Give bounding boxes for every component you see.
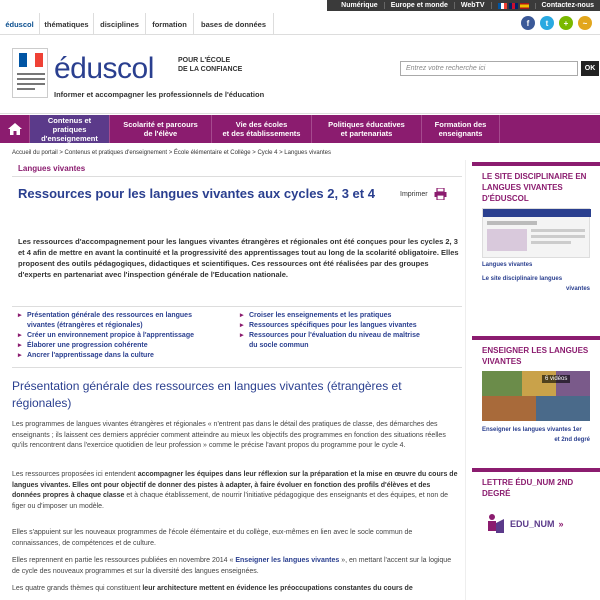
twitter-icon[interactable]: t <box>540 16 554 30</box>
site-thumbnail[interactable] <box>482 208 590 258</box>
edunum-figure-icon <box>486 513 506 535</box>
table-of-contents <box>12 306 462 368</box>
toc-item-specifiques[interactable]: ▸ Ressources spécifiques pour les langues vivantes <box>240 321 420 331</box>
menu-contenus-pratiques[interactable]: Contenus et pratiques d'enseignement <box>30 115 110 143</box>
breadcrumb[interactable]: Accueil du portail > Contenus et pratiques d'enseignement > École élémentaire et Collège > Cycle 4 > Langues vivantes <box>12 150 332 156</box>
tab-disciplines[interactable]: disciplines <box>94 13 146 35</box>
sidebar-title: LETTRE ÉDU_NUM 2ND DEGRÉ <box>482 478 574 498</box>
social-links <box>521 16 592 30</box>
toc-item-croiser[interactable]: ▸ Croiser les enseignements et les pratiques <box>240 311 420 321</box>
english-flag-icon[interactable] <box>509 3 518 9</box>
video-count-badge: 6 vidéos <box>542 375 570 383</box>
print-button[interactable] <box>400 188 447 200</box>
sidebar-enseigner-lv <box>472 336 600 464</box>
sidebar-caption: Langues vivantes <box>482 262 533 268</box>
menu-formation-enseignants[interactable]: Formation des enseignants <box>422 115 500 143</box>
sidebar-title: ENSEIGNER LES LANGUES VIVANTES <box>482 346 589 366</box>
paragraph-3: Elles s'appuient sur les nouveaux programmes de l'école élémentaire et du collège, eux-mêmes en lien avec le socle commun de connaissances, de compétences et de culture. <box>12 529 413 547</box>
paragraph-1: Les programmes de langues vivantes étrangères et régionales « n'entrent pas dans le détail des pratiques de classe, des démarches des enseignants ; ils laissent ces derniers apprécier comment atteindre au mieux les objectifs des programmes en fonction des situations réelles qu'ils rencontrent dans l'exercice quotidien de leur profession » comme le précise l'avant propos du programme pour le cycle 4. <box>12 421 446 449</box>
paragraph-4: Elles reprennent en partie les ressources publiées en novembre 2014 « Enseigner les langues vivantes », en mettant l'accent sur la logique de cycle des nouveaux programmes et sur la diversité des langues enseignées. <box>12 557 452 575</box>
toc-item-environnement[interactable]: ▸ Créer un environnement propice à l'apprentissage <box>18 331 194 341</box>
tab-eduscol[interactable]: éduscol <box>0 13 40 35</box>
rss-icon[interactable]: ~ <box>578 16 592 30</box>
intro-paragraph: Les ressources d'accompagnement pour les langues vivantes étrangères et régionales ont été conçues pour les cycles 2, 3 et 4 afin de mettre en avant la continuité et la progressivité des apprentissages tout au long de la scolarité obligatoire. Elles proposent des outils pédagogiques, didactiques et scientifiques. Ces ressources ont été réalisées par des groupes d'experts en partenariat avec l'inspection générale de l'Education nationale. <box>18 237 459 279</box>
home-icon[interactable] <box>0 115 30 143</box>
sidebar-lettre-edunum <box>472 468 600 600</box>
utility-bar <box>0 0 600 11</box>
french-flag-icon[interactable] <box>498 3 507 9</box>
printer-icon <box>434 188 447 200</box>
utility-link-webtv[interactable]: WebTV <box>455 2 492 9</box>
menu-scolarite-parcours[interactable]: Scolarité et parcours de l'élève <box>110 115 212 143</box>
enseigner-lv-link[interactable]: Enseigner les langues vivantes <box>235 557 340 564</box>
utility-link-contact[interactable]: Contactez-nous <box>541 2 594 9</box>
enseigner-lv-sidebar-link[interactable]: Enseigner les langues vivantes 1er et 2nd degré <box>482 427 590 443</box>
spanish-flag-icon[interactable] <box>520 3 529 9</box>
site-tagline: Informer et accompagner les professionnels de l'éducation <box>54 90 265 99</box>
utility-links <box>327 0 600 11</box>
tab-thematiques[interactable]: thématiques <box>40 13 94 35</box>
tab-bases-de-donnees[interactable]: bases de données <box>194 13 274 35</box>
portal-tabs <box>0 13 600 35</box>
sidebar-site-disciplinaire <box>472 162 600 332</box>
utility-link-numerique[interactable]: Numérique <box>335 2 385 9</box>
toc-item-culture[interactable]: ▸ Ancrer l'apprentissage dans la culture <box>18 351 194 361</box>
republique-francaise-logo[interactable] <box>12 48 48 98</box>
paragraph-5: Les quatre grands thèmes qui constituent leur architecture mettent en évidence les préoccupations constantes du cours de <box>12 585 413 592</box>
page-title: Ressources pour les langues vivantes aux cycles 2, 3 et 4 <box>18 186 375 201</box>
utility-link-europe[interactable]: Europe et monde <box>385 2 455 9</box>
divider <box>12 176 462 177</box>
eduscol-logo[interactable]: éduscol <box>54 52 154 85</box>
toc-item-evaluation-cont[interactable]: du socle commun <box>249 342 309 349</box>
toc-item-presentation-cont[interactable]: vivantes (étrangères et régionales) <box>27 322 143 329</box>
facebook-icon[interactable]: f <box>521 16 535 30</box>
paragraph-2: Les ressources proposées ici entendent accompagner les équipes dans leur réflexion sur la préparation et la mise en œuvre du cours de langues vivantes. Elles ont pour objectif de donner des pistes à adapter, à faire évoluer en fonction des profils d'élèves et des données propres à chaque classe et à chaque établissement, de nourrir l'initiative pédagogique des enseignants et des équipes, et non de figer ou d'imposer un modèle. <box>12 471 458 510</box>
plus-icon[interactable]: + <box>559 16 573 30</box>
menu-vie-ecoles[interactable]: Vie des écoles et des établissements <box>212 115 312 143</box>
language-flags <box>492 3 536 9</box>
video-thumbnail[interactable] <box>482 371 590 421</box>
print-label: Imprimer <box>400 190 428 198</box>
section-heading: Présentation générale des ressources en langues vivantes (étrangères et régionales) <box>12 379 402 410</box>
sidebar-title: LE SITE DISCIPLINAIRE EN LANGUES VIVANTES D'ÉDUSCOL <box>482 172 587 203</box>
toc-item-presentation[interactable]: ▸ Présentation générale des ressources en langues <box>18 311 194 321</box>
main-menu <box>0 115 600 143</box>
search-input[interactable]: Entrez votre recherche ici <box>400 61 578 76</box>
edunum-logo[interactable]: EDU_NUM » <box>486 513 586 535</box>
column-divider <box>465 160 466 600</box>
tab-formation[interactable]: formation <box>146 13 194 35</box>
toc-item-evaluation[interactable]: ▸ Ressources pour l'évaluation du niveau de maîtrise <box>240 331 420 341</box>
toc-item-progression[interactable]: ▸ Élaborer une progression cohérente <box>18 341 194 351</box>
site-header <box>0 36 600 114</box>
section-tag[interactable]: Langues vivantes <box>18 164 86 173</box>
site-disciplinaire-link[interactable]: Le site disciplinaire langues vivantes <box>482 276 590 292</box>
logo-subtitle: POUR L'ÉCOLE DE LA CONFIANCE <box>178 57 243 73</box>
menu-politiques-educatives[interactable]: Politiques éducatives et partenariats <box>312 115 422 143</box>
search-button[interactable]: OK <box>581 61 599 76</box>
